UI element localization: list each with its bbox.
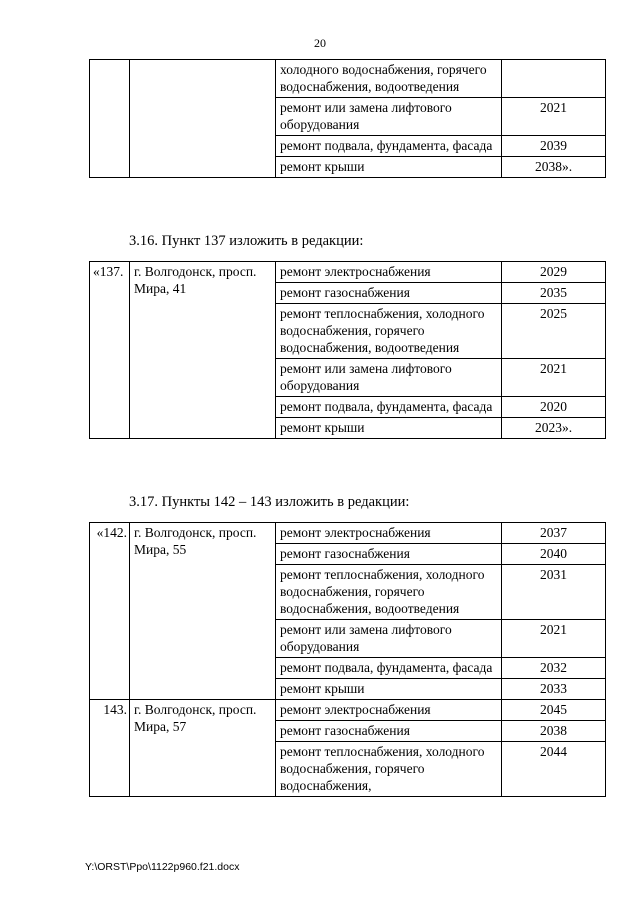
- work-cell: ремонт подвала, фундамента, фасада: [276, 397, 502, 418]
- address-cell: [130, 60, 276, 178]
- work-cell: ремонт электроснабжения: [276, 262, 502, 283]
- file-path-footer: Y:\ORST\Ppo\1122p960.f21.docx: [85, 861, 240, 873]
- table-row: [90, 700, 606, 721]
- work-cell: ремонт подвала, фундамента, фасада: [276, 136, 502, 157]
- year-cell: 2033: [502, 679, 606, 700]
- table-items-142-143: [89, 522, 606, 797]
- paragraph-3-16: 3.16. Пункт 137 изложить в редакции:: [129, 233, 364, 249]
- address-cell: г. Волгодонск, просп. Мира, 55: [130, 523, 276, 700]
- year-cell: 2045: [502, 700, 606, 721]
- work-cell: ремонт газоснабжения: [276, 283, 502, 304]
- year-cell: 2020: [502, 397, 606, 418]
- table-continuation: [89, 59, 606, 178]
- work-cell: ремонт теплоснабжения, холодного водоснабжения, горячего водоснабжения,: [276, 742, 502, 797]
- year-cell: 2032: [502, 658, 606, 679]
- num-cell: «137.: [90, 262, 130, 439]
- work-cell: ремонт подвала, фундамента, фасада: [276, 658, 502, 679]
- year-cell: 2040: [502, 544, 606, 565]
- num-cell: «142.: [90, 523, 130, 700]
- year-cell: 2021: [502, 620, 606, 658]
- work-cell: ремонт электроснабжения: [276, 700, 502, 721]
- work-cell: холодного водоснабжения, горячего водоснабжения, водоотведения: [276, 60, 502, 98]
- work-cell: ремонт теплоснабжения, холодного водоснабжения, горячего водоснабжения, водоотведения: [276, 304, 502, 359]
- year-cell: 2021: [502, 359, 606, 397]
- year-cell: 2039: [502, 136, 606, 157]
- work-cell: ремонт крыши: [276, 679, 502, 700]
- work-cell: ремонт газоснабжения: [276, 721, 502, 742]
- page-number: 20: [314, 36, 326, 50]
- year-cell: 2037: [502, 523, 606, 544]
- year-cell: 2021: [502, 98, 606, 136]
- year-cell: 2031: [502, 565, 606, 620]
- year-cell: 2038: [502, 721, 606, 742]
- year-cell: 2029: [502, 262, 606, 283]
- table-item-137: [89, 261, 606, 439]
- table-row: [90, 523, 606, 544]
- table-row: [90, 60, 606, 98]
- num-cell: [90, 60, 130, 178]
- work-cell: ремонт или замена лифтового оборудования: [276, 98, 502, 136]
- work-cell: ремонт электроснабжения: [276, 523, 502, 544]
- table-row: [90, 262, 606, 283]
- num-cell: 143.: [90, 700, 130, 797]
- work-cell: ремонт или замена лифтового оборудования: [276, 620, 502, 658]
- paragraph-3-17: 3.17. Пункты 142 – 143 изложить в редакции:: [129, 494, 410, 510]
- work-cell: ремонт или замена лифтового оборудования: [276, 359, 502, 397]
- address-cell: г. Волгодонск, просп. Мира, 41: [130, 262, 276, 439]
- year-cell: 2023».: [502, 418, 606, 439]
- work-cell: ремонт крыши: [276, 157, 502, 178]
- year-cell: 2025: [502, 304, 606, 359]
- year-cell: 2035: [502, 283, 606, 304]
- year-cell: 2038».: [502, 157, 606, 178]
- address-cell: г. Волгодонск, просп. Мира, 57: [130, 700, 276, 797]
- year-cell: [502, 60, 606, 98]
- work-cell: ремонт крыши: [276, 418, 502, 439]
- year-cell: 2044: [502, 742, 606, 797]
- work-cell: ремонт теплоснабжения, холодного водоснабжения, горячего водоснабжения, водоотведения: [276, 565, 502, 620]
- work-cell: ремонт газоснабжения: [276, 544, 502, 565]
